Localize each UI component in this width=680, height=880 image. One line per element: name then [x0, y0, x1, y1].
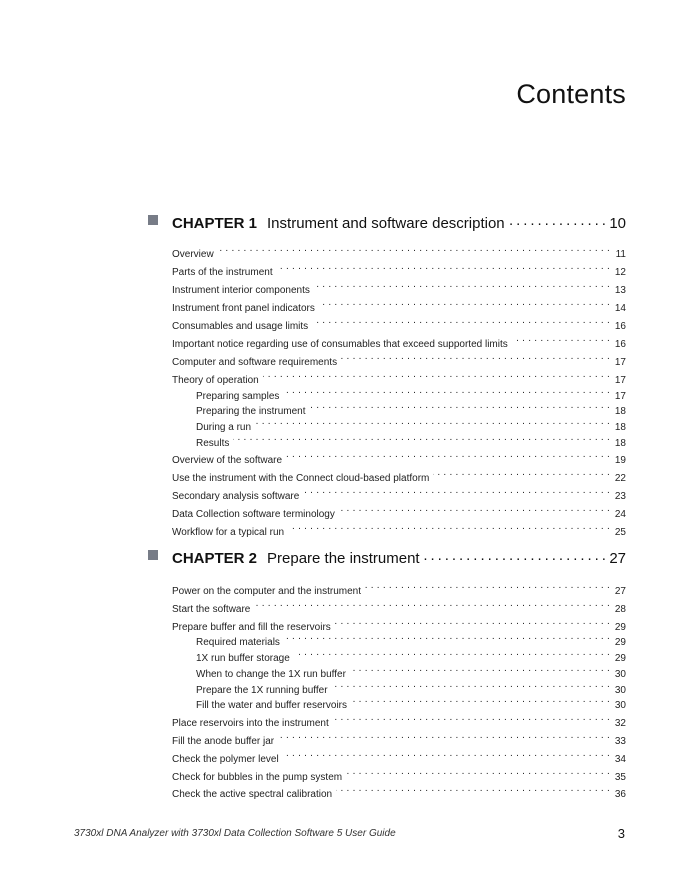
entry-title: Check the polymer level: [172, 754, 279, 765]
entry-title: Secondary analysis software: [172, 491, 300, 502]
entry-page-number: 14: [614, 303, 626, 314]
entry-title: Results: [196, 438, 230, 449]
toc-entry[interactable]: [172, 783, 626, 800]
entry-page-number: 28: [614, 604, 626, 615]
entry-page-number: 35: [614, 772, 626, 783]
toc-subentry[interactable]: [196, 631, 626, 648]
entry-title: Required materials: [196, 637, 280, 648]
entry-title: Preparing samples: [196, 391, 280, 402]
dot-leader: [335, 616, 610, 630]
dot-leader: [278, 730, 610, 744]
toc-entry[interactable]: [172, 261, 626, 278]
dot-leader: [332, 679, 610, 693]
dot-leader: [341, 351, 610, 365]
entry-page-number: 13: [614, 285, 626, 296]
dot-leader: [433, 467, 610, 481]
entry-page-number: 18: [614, 438, 626, 449]
entry-page-number: 29: [614, 622, 626, 633]
dot-leader: [319, 297, 610, 311]
entry-title: Fill the water and buffer reservoirs: [196, 700, 347, 711]
toc-entry[interactable]: [172, 730, 626, 747]
entry-page-number: 34: [614, 754, 626, 765]
toc-entry[interactable]: [172, 485, 626, 502]
entry-title: Check the active spectral calibration: [172, 789, 333, 800]
toc-entry[interactable]: [172, 369, 626, 386]
toc-subentry[interactable]: [196, 663, 626, 680]
toc-subentry[interactable]: [196, 385, 626, 402]
entry-title: Workflow for a typical run: [172, 527, 285, 538]
toc-subentry[interactable]: [196, 416, 626, 433]
entry-page-number: 16: [614, 339, 626, 350]
toc-entry[interactable]: [172, 243, 626, 260]
dot-leader: [294, 647, 610, 661]
entry-page-number: 22: [614, 473, 626, 484]
entry-title: Start the software: [172, 604, 251, 615]
toc-entry[interactable]: [172, 503, 626, 520]
entry-page-number: 27: [614, 586, 626, 597]
entry-title: Check for bubbles in the pump system: [172, 772, 343, 783]
entry-title: Theory of operation: [172, 375, 259, 386]
toc-entry[interactable]: [172, 712, 626, 729]
entry-title: Place reservoirs into the instrument: [172, 718, 329, 729]
entry-title: Prepare the 1X running buffer: [196, 685, 328, 696]
entry-page-number: 29: [614, 653, 626, 664]
entry-title: During a run: [196, 422, 252, 433]
toc-entry[interactable]: [172, 297, 626, 314]
dot-leader: [512, 333, 610, 347]
dot-leader: [351, 694, 610, 708]
dot-leader: [336, 783, 610, 797]
toc-subentry[interactable]: [196, 679, 626, 696]
chapter-label: CHAPTER 2: [172, 550, 258, 567]
page-title: Contents: [516, 79, 626, 109]
dot-leader: [312, 315, 610, 329]
toc-subentry[interactable]: [196, 432, 626, 449]
chapter-title: Instrument and software description: [267, 215, 505, 232]
dot-leader: [254, 598, 610, 612]
entry-page-number: 25: [614, 527, 626, 538]
toc-subentry[interactable]: [196, 647, 626, 664]
dot-leader: [277, 261, 610, 275]
toc-entry[interactable]: [172, 521, 626, 538]
entry-title: Data Collection software terminology: [172, 509, 335, 520]
entry-title: 1X run buffer storage: [196, 653, 290, 664]
toc-entry[interactable]: [172, 748, 626, 765]
toc-chapter-1[interactable]: [148, 211, 626, 231]
dot-leader: [284, 631, 610, 645]
dot-leader: [283, 385, 610, 399]
entry-title: Fill the anode buffer jar: [172, 736, 275, 747]
toc-entry[interactable]: [172, 315, 626, 332]
toc-subentry[interactable]: [196, 400, 626, 417]
dot-leader: [310, 400, 610, 414]
toc-entry[interactable]: [172, 598, 626, 615]
dot-leader: [346, 766, 610, 780]
dot-leader: [233, 432, 610, 446]
entry-page-number: 30: [614, 669, 626, 680]
dot-leader: [424, 547, 606, 563]
dot-leader: [283, 748, 610, 762]
entry-page-number: 29: [614, 637, 626, 648]
toc-entry[interactable]: [172, 616, 626, 633]
chapter-title: Prepare the instrument: [267, 550, 420, 567]
entry-page-number: 19: [614, 455, 626, 466]
entry-title: When to change the 1X run buffer: [196, 669, 346, 680]
entry-page-number: 17: [614, 391, 626, 402]
entry-page-number: 18: [614, 422, 626, 433]
dot-leader: [365, 580, 610, 594]
entry-title: Overview of the software: [172, 455, 283, 466]
dot-leader: [263, 369, 610, 383]
entry-title: Prepare buffer and fill the reservoirs: [172, 622, 331, 633]
toc-entry[interactable]: [172, 351, 626, 368]
entry-page-number: 12: [614, 267, 626, 278]
square-bullet-icon: [148, 550, 158, 560]
dot-leader: [218, 243, 610, 257]
chapter-label: CHAPTER 1: [172, 215, 258, 232]
chapter-page-number: 10: [609, 215, 626, 232]
dot-leader: [255, 416, 610, 430]
entry-page-number: 32: [614, 718, 626, 729]
toc-entry[interactable]: [172, 467, 626, 484]
toc-entry[interactable]: [172, 279, 626, 296]
dot-leader: [333, 712, 610, 726]
entry-page-number: 18: [614, 406, 626, 417]
dot-leader: [314, 279, 610, 293]
entry-page-number: 23: [614, 491, 626, 502]
footer-document-title: 3730xl DNA Analyzer with 3730xl Data Collection Software 5 User Guide: [74, 828, 396, 839]
toc-entry[interactable]: [172, 580, 626, 597]
entry-title: Consumables and usage limits: [172, 321, 309, 332]
entry-title: Power on the computer and the instrument: [172, 586, 361, 597]
entry-title: Important notice regarding use of consumables that exceed supported limits: [172, 339, 508, 350]
toc-entry[interactable]: [172, 766, 626, 783]
toc-chapter-2[interactable]: [148, 546, 626, 566]
dot-leader: [303, 485, 610, 499]
entry-page-number: 17: [614, 375, 626, 386]
dot-leader: [288, 521, 610, 535]
entry-title: Instrument interior components: [172, 285, 310, 296]
entry-title: Parts of the instrument: [172, 267, 273, 278]
entry-page-number: 36: [614, 789, 626, 800]
entry-title: Computer and software requirements: [172, 357, 338, 368]
footer-page-number: 3: [617, 826, 625, 841]
entry-page-number: 30: [614, 700, 626, 711]
chapter-page-number: 27: [609, 550, 626, 567]
toc-subentry[interactable]: [196, 694, 626, 711]
toc-entry[interactable]: [172, 449, 626, 466]
entry-page-number: 17: [614, 357, 626, 368]
entry-page-number: 11: [615, 249, 626, 260]
entry-page-number: 30: [614, 685, 626, 696]
dot-leader: [286, 449, 610, 463]
square-bullet-icon: [148, 215, 158, 225]
entry-title: Use the instrument with the Connect cloud-based platform: [172, 473, 430, 484]
entry-title: Instrument front panel indicators: [172, 303, 315, 314]
entry-page-number: 16: [614, 321, 626, 332]
entry-page-number: 24: [614, 509, 626, 520]
dot-leader: [339, 503, 610, 517]
entry-title: Preparing the instrument: [196, 406, 306, 417]
toc-entry[interactable]: [172, 333, 626, 350]
entry-title: Overview: [172, 249, 214, 260]
dot-leader: [509, 212, 606, 228]
entry-page-number: 33: [614, 736, 626, 747]
dot-leader: [350, 663, 610, 677]
